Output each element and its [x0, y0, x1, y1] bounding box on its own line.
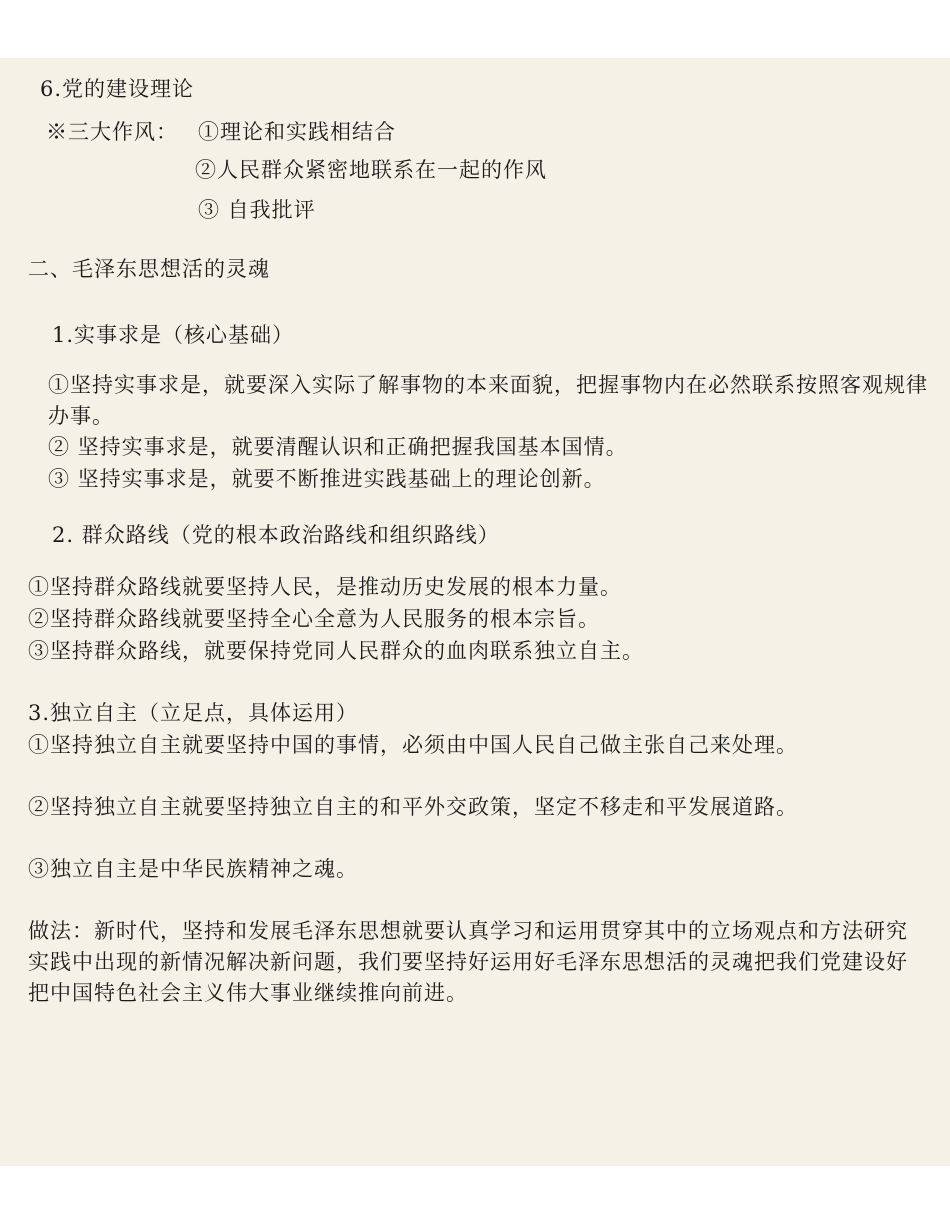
subsection-1-point-2: ② 坚持实事求是，就要清醒认识和正确把握我国基本国情。 [48, 435, 628, 459]
part-2-heading: 二、毛泽东思想活的灵魂 [28, 257, 270, 281]
subsection-3-title: 3.独立自主（立足点，具体运用） [28, 701, 359, 725]
subsection-3-point-3: ③独立自主是中华民族精神之魂。 [28, 857, 358, 881]
subsection-2-point-2: ②坚持群众路线就要坚持全心全意为人民服务的根本宗旨。 [28, 607, 600, 631]
subsection-1-point-3: ③ 坚持实事求是，就要不断推进实践基础上的理论创新。 [48, 467, 606, 491]
handwritten-notes-page [0, 58, 950, 1166]
subsection-3-point-1: ①坚持独立自主就要坚持中国的事情，必须由中国人民自己做主张自己来处理。 [28, 733, 798, 757]
style-item-3: ③ 自我批评 [198, 198, 316, 222]
style-item-2: ②人民群众紧密地联系在一起的作风 [195, 158, 547, 182]
style-item-1: ①理论和实践相结合 [198, 120, 396, 144]
subsection-2-point-3: ③坚持群众路线，就要保持党同人民群众的血肉联系独立自主。 [28, 639, 644, 663]
subsection-1-point-1: ①坚持实事求是，就要深入实际了解事物的本来面貌，把握事物内在必然联系按照客观规律办事。 [48, 373, 928, 428]
subsection-3-point-2: ②坚持独立自主就要坚持独立自主的和平外交政策，坚定不移走和平发展道路。 [28, 795, 798, 819]
subsection-2-title: 2. 群众路线（党的根本政治路线和组织路线） [52, 523, 500, 547]
three-styles-lead: ※三大作风： [46, 120, 178, 144]
subsection-2-point-1: ①坚持群众路线就要坚持人民，是推动历史发展的根本力量。 [28, 575, 622, 599]
method-paragraph: 做法：新时代，坚持和发展毛泽东思想就要认真学习和运用贯穿其中的立场观点和方法研究实践中出现的新情况解决新问题，我们要坚持好运用好毛泽东思想活的灵魂把我们党建设好把中国特色社会主义伟大事业继续推向前进。 [28, 919, 908, 1005]
subsection-1-title: 1.实事求是（核心基础） [52, 323, 295, 347]
section-6-title: 6.党的建设理论 [40, 77, 195, 101]
